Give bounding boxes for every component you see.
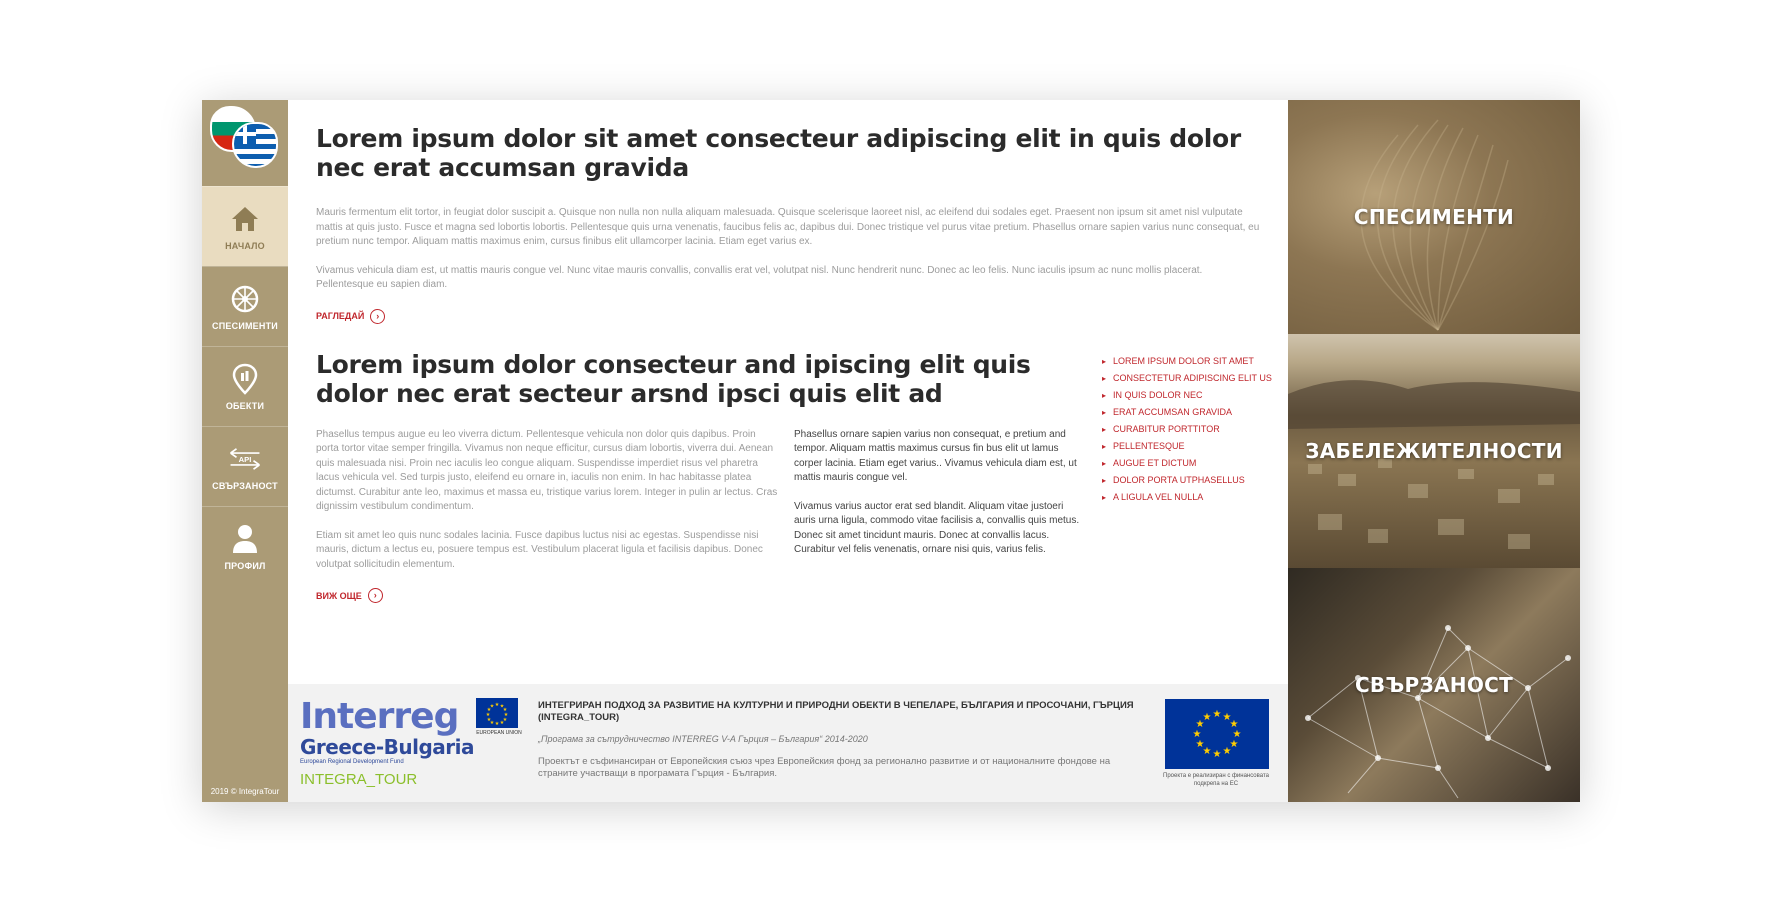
section2-paragraph: Etiam sit amet leo quis nunc sodales lacinia. Fusce dapibus luctus nisi ac egestas. Suspendisse nisi mauris, dictum a lectus eu, posuere tempus est. Vestibulum placerat ligula et facilisis dapibus. Donec volutpat sollicitudin elementum.	[316, 529, 763, 570]
app-frame	[202, 100, 1580, 802]
interreg-brand: Interreg	[300, 696, 459, 737]
list-item-link[interactable]: ▸ ERAT ACCUMSAN GRAVIDA	[1102, 404, 1272, 421]
list-item-link[interactable]: ▸ PELLENTESQUE	[1102, 438, 1272, 455]
svg-text:★: ★	[1212, 749, 1222, 760]
footer-description: Проектът е съфинансиран от Европейския съюз чрез Европейския фонд за регионално развитие и от националните фондове на страните участващи в програмата Гърция - България.	[538, 756, 1111, 779]
see-more-link[interactable]	[316, 588, 1084, 603]
main-content	[288, 100, 1288, 802]
user-icon	[228, 522, 262, 556]
svg-text:★: ★	[1192, 729, 1202, 740]
sidebar-item-label: СВЪРЗАНОСТ	[212, 481, 278, 491]
svg-text:★: ★	[486, 707, 492, 713]
sidebar-item-specimens[interactable]	[202, 266, 288, 346]
eu-label: EUROPEAN UNION	[476, 730, 522, 736]
section1-paragraph: Mauris fermentum elit tortor, in feugiat dolor suscipit a. Quisque non nulla non nulla aliquam malesuada. Quisque scelerisque laoreet nisl, ac eleifend dui sodales eget. Praesent non ipsum sit amet nisl vulputate mattis at quis justo. Fusce et magna sed lobortis lobortis. Pellentesque quis urna venenatis, faucibus felis ac, dapibus dui. Donec tristique vel purus vitae pretium. Phasellus ornare sapien varius nunc consequat, eu pretium nunc tempor. Aliquam mattis maximus enim, cursus finibus elit ullamcorper lacinia. Etiam eget varius ex.	[316, 207, 1260, 247]
svg-text:★: ★	[1222, 746, 1232, 757]
section1-title: Lorem ipsum dolor sit amet consecteur adipiscing elit in quis dolor nec erat accumsan gravida	[316, 124, 1241, 182]
footer-program: „Програма за сътрудничество INTERREG V-A Гърция – България“ 2014-2020	[538, 734, 868, 744]
svg-text:★: ★	[489, 720, 495, 726]
chevron-right-icon: ›	[370, 309, 385, 324]
api-icon	[228, 442, 262, 476]
copyright-text: 2019 © IntegraTour	[210, 787, 280, 796]
sidebar-item-profile[interactable]	[202, 506, 288, 586]
sidebar-item-home[interactable]	[202, 186, 288, 266]
list-item-link[interactable]: ▸ CURABITUR PORTTITOR	[1102, 421, 1272, 438]
svg-text:★: ★	[1212, 709, 1222, 720]
svg-text:★: ★	[1195, 719, 1205, 730]
sidebar-item-label: НАЧАЛО	[225, 241, 265, 251]
specimen-icon	[228, 282, 262, 316]
list-item-link[interactable]: ▸ A LIGULA VEL NULLA	[1102, 489, 1272, 506]
tile-connectivity[interactable]	[1288, 568, 1580, 802]
list-item-link[interactable]: ▸ IN QUIS DOLOR NEC	[1102, 387, 1272, 404]
interreg-fund: European Regional Development Fund	[300, 759, 404, 765]
sidebar-item-label: ПРОФИЛ	[224, 561, 266, 571]
tile-label: СВЪРЗАНОСТ	[1354, 673, 1514, 697]
view-more-label: РАГЛЕДАЙ	[316, 311, 365, 321]
svg-text:★: ★	[1202, 712, 1212, 723]
greece-flag-icon	[232, 122, 278, 168]
logo[interactable]	[202, 100, 288, 186]
list-item-link[interactable]: ▸ CONSECTETUR ADIPISCING ELIT US	[1102, 370, 1272, 387]
svg-text:★: ★	[499, 720, 505, 726]
svg-text:★: ★	[502, 717, 508, 723]
eu-flag-icon	[476, 698, 518, 728]
sidebar-item-objects[interactable]	[202, 346, 288, 426]
sidebar-item-connectivity[interactable]	[202, 426, 288, 506]
list-item-link[interactable]: ▸ AUGUE ET DICTUM	[1102, 455, 1272, 472]
svg-text:★: ★	[499, 703, 505, 710]
link-list	[1102, 353, 1272, 604]
footer	[288, 684, 1288, 802]
section2-paragraph: Vivamus varius auctor erat sed blandit. Aliquam vitae justoeri auris urna ligula, commodo vitae facilisis a, convallis quis metus. Donec sit amet tincidunt mauris. Donec at convallis lacus. Curabitur vel felis venenatis, ornare nisi quis, varius felis.	[794, 500, 1080, 555]
project-tag: INTEGRA_TOUR	[300, 771, 418, 788]
svg-text:★: ★	[1195, 739, 1205, 750]
tile-specimens[interactable]	[1288, 100, 1580, 334]
svg-text:★: ★	[502, 707, 508, 713]
svg-text:★: ★	[1232, 729, 1242, 740]
svg-text:★: ★	[1202, 746, 1212, 757]
eu-caption: Проекта е реализиран с финансовата подкрепа на ЕС	[1163, 773, 1269, 787]
sidebar-item-label: СПЕСИМЕНТИ	[212, 321, 278, 331]
section2-paragraph: Phasellus ornare sapien varius non consequat, e pretium and tempor. Aliquam mattis maximus cursus fin bus elit ut lamus corper lacinia. Etiam eget varius.. Vivamus vehicula diam est, ut mattis mauris congue vel.	[794, 428, 1077, 483]
api-icon-text: API	[238, 454, 252, 464]
section1-paragraph: Vivamus vehicula diam est, ut mattis mauris congue vel. Nunc vitae mauris convallis, convallis erat vel, volutpat nisl. Nunc hendrerit nunc. Donec ac leo felis. Nunc iaculis ipsum ac nunc mollis placerat. Pellentesque eu sapien diam.	[316, 264, 1203, 290]
interreg-program: Greece-Bulgaria	[300, 735, 474, 759]
category-tiles	[1288, 100, 1580, 802]
view-more-link[interactable]	[316, 309, 1260, 324]
list-item-link[interactable]: ▸ DOLOR PORTA UTPHASELLUS	[1102, 472, 1272, 489]
svg-text:★: ★	[1229, 739, 1239, 750]
svg-text:★: ★	[1222, 712, 1232, 723]
section2-title: Lorem ipsum dolor consecteur and ipiscing elit quis dolor nec erat secteur arsnd ipsci quis elit ad	[316, 349, 1031, 408]
svg-text:★: ★	[486, 717, 492, 723]
svg-text:★: ★	[503, 712, 509, 718]
tile-landmarks[interactable]	[1288, 334, 1580, 568]
eu-flag-icon	[1165, 699, 1269, 769]
list-item-link[interactable]: ▸ LOREM IPSUM DOLOR SIT AMET	[1102, 353, 1272, 370]
section2-paragraph: Phasellus tempus augue eu leo viverra dictum. Pellentesque vehicula non dolor quis dapibus. Proin porta tortor vitae semper fringilla. Vivamus non neque efficitur, cursus diam lobortis, viverra dui. Aenean quis malesuada nisi. Proin nec iaculis leo congue aliquam. Suspendisse imperdiet risus vel pharetra lacus vehicula vel. Sed turpis justo, eleifend eu ornare in, iaculis non enim. In hac habitasse platea dictumst. Curabitur ante leo, maximus et massa eu, tristique varius lorem. Integer in pulin ar lectus. Cras dignissim vestibulum condimentum.	[316, 428, 778, 512]
location-pin-icon	[228, 362, 262, 396]
footer-title: ИНТЕГРИРАН ПОДХОД ЗА РАЗВИТИЕ НА КУЛТУРНИ И ПРИРОДНИ ОБЕКТИ В ЧЕПЕЛАРЕ, БЪЛГАРИЯ И ПРОСОЧАНИ, ГЪРЦИЯ (INTEGRA_TOUR)	[538, 700, 1134, 723]
svg-text:★: ★	[485, 712, 491, 718]
interreg-logo	[300, 698, 474, 788]
tile-label: ЗАБЕЛЕЖИТЕЛНОСТИ	[1305, 439, 1563, 463]
home-icon	[228, 202, 262, 236]
tile-label: СПЕСИМЕНТИ	[1353, 205, 1515, 229]
chevron-right-icon: ›	[368, 588, 383, 603]
sidebar	[202, 100, 288, 802]
section2	[316, 349, 1272, 604]
sidebar-item-label: ОБЕКТИ	[225, 401, 265, 411]
svg-text:★: ★	[494, 702, 500, 708]
svg-text:★: ★	[494, 721, 500, 727]
svg-text:★: ★	[1229, 719, 1239, 730]
svg-text:★: ★	[489, 703, 495, 710]
see-more-label: ВИЖ ОЩЕ	[316, 590, 362, 601]
